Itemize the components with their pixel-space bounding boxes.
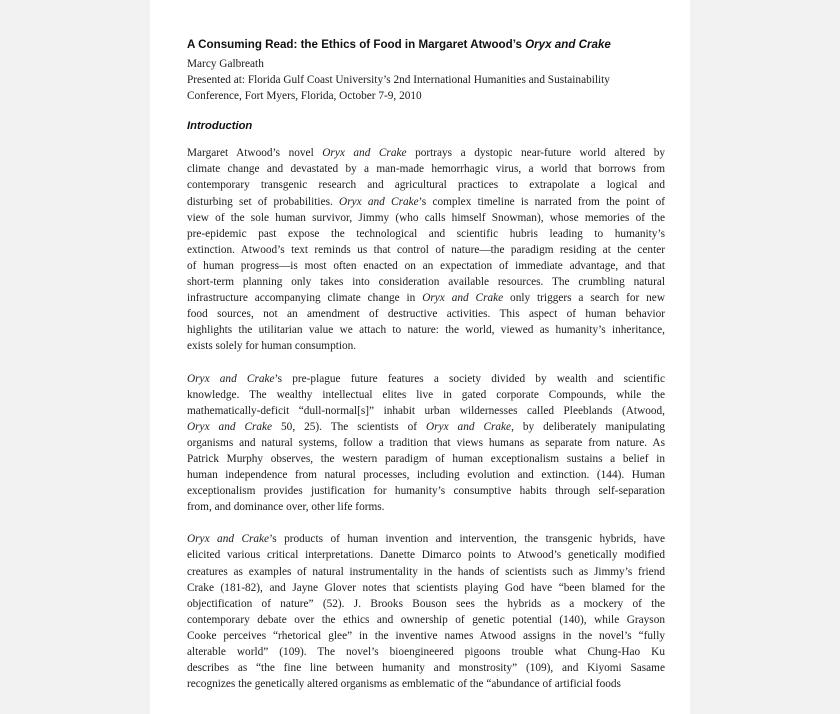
paragraph (187, 531, 665, 692)
presented-at-line-2: Conference, Fort Myers, Florida, October 7-9, 2010 (187, 90, 422, 103)
text-line (187, 338, 665, 354)
text-run: highlights the utilitarian value we attach to nature: the world, viewed as humanity’s inheritance, (187, 324, 665, 337)
text-line (187, 531, 665, 547)
text-run: contemporary transgenic research and agricultural practices to extrapolate a logical and (187, 179, 665, 192)
text-run: exists solely for human consumption. (187, 340, 357, 353)
text-run: 50, 25). The scientists of (272, 420, 427, 433)
text-run: describes as “the fine line between humanity and monstrosity” (109), and Kiyomi Sasame (187, 662, 665, 675)
text-run: food sources, not an amendment of destructive activities. This aspect of human behavior (187, 308, 665, 321)
text-run: recognizes the genetically altered organisms as emblematic of the “abundance of artificial foods (187, 678, 621, 691)
text-run: ’s pre-plague future features a society divided by wealth and scientific (274, 372, 665, 385)
text-line (187, 547, 665, 563)
text-line (187, 387, 665, 403)
text-run: organisms and natural systems, follow a tradition that views humans as separate from nature. As (187, 436, 665, 449)
text-line (187, 226, 665, 242)
text-run: ’s products of human invention and intervention, the transgenic hybrids, have (269, 533, 665, 546)
document-content (187, 37, 665, 708)
text-line (187, 676, 665, 692)
text-line (187, 194, 665, 210)
text-line (187, 258, 665, 274)
text-run: knowledge. The wealthy intellectual elites live in gated corporate Compounds, while the (187, 388, 665, 401)
text-line (187, 371, 665, 387)
text-line (187, 161, 665, 177)
text-run: short-term planning only takes into consideration available resources. The crumbling natural (187, 276, 665, 289)
text-run: contemporary debate over the ethics and ownership of genetic potential (140), while Grayson (187, 613, 665, 626)
text-run: ’s complex timeline is narrated from the point of (418, 195, 665, 208)
text-line (187, 660, 665, 676)
text-run: disturbing set of probabilities. (187, 195, 340, 208)
text-run: alterable world” (109). The novel’s bioengineered pigoons trouble what Chung-Hao Ku (187, 646, 665, 658)
text-run: of human progress—is most often enacted on an expectation of immediate advantage, and that (187, 259, 665, 272)
text-line (187, 322, 665, 338)
text-line (187, 644, 665, 660)
text-line (187, 467, 665, 483)
text-run: exceptionalism provides justification for humanity’s consumptive habits through self-separation (187, 485, 665, 498)
text-line (187, 596, 665, 612)
text-run: mathematically-deficit “dull-normal[s]” inhabit urban wildernesses called Pleeblands (Atwood, (187, 404, 665, 417)
text-run: view of the sole human survivor, Jimmy (who calls himself Snowman), whose memories of the (187, 211, 665, 224)
text-run: Cooke perceives “rhetorical glee” in the inventive names Atwood assigns in the novel’s “fully (187, 629, 665, 642)
text-run: human independence from natural processes, including evolution and extinction. (144). Human (187, 469, 665, 482)
text-line (187, 483, 665, 499)
italic-title-ref: Oryx and Crake (426, 420, 512, 433)
text-line (187, 290, 665, 306)
text-run: Crake (181-82), and Jayne Glover notes that scientists playing God have “been blamed for the (187, 581, 665, 594)
text-line (187, 274, 665, 290)
text-run: from, and dominance over, other life forms. (187, 501, 385, 514)
text-line (187, 210, 665, 226)
presented-at-line-1: Presented at: Florida Gulf Coast University’s 2nd International Humanities and Sustainability (187, 74, 610, 87)
text-run: extinction. Atwood’s text reminds us that control of nature—the paradigm residing at the center (187, 243, 665, 256)
italic-title-ref: Oryx and Crake (187, 533, 270, 546)
paper-title-italic: Oryx and Crake (525, 38, 611, 51)
text-line (187, 451, 665, 467)
text-run: Patrick Murphy observes, the western paradigm of human exceptionalism sustains a belief in (187, 452, 665, 465)
section-heading-introduction: Introduction (187, 120, 253, 133)
body-text (187, 145, 665, 692)
paper-title (187, 37, 665, 53)
text-run: , by deliberately manipulating (511, 420, 666, 433)
text-line (187, 564, 665, 580)
text-line (187, 242, 665, 258)
text-run: elicited various critical interpretations. Danette Dimarco points to Atwood’s genetically modified (187, 549, 665, 562)
text-run: Margaret Atwood’s novel (187, 147, 323, 160)
text-run: only triggers a search for new (503, 292, 665, 305)
paragraph (187, 145, 665, 354)
document-page (150, 0, 690, 714)
text-line (187, 403, 665, 419)
text-line (187, 419, 665, 435)
text-line (187, 306, 665, 322)
text-run: objectification of nature” (52). J. Brooks Bouson sees the hybrids as a mockery of the (187, 597, 665, 610)
text-line (187, 177, 665, 193)
author-name: Marcy Galbreath (187, 58, 264, 70)
text-line (187, 580, 665, 596)
italic-title-ref: Oryx and Crake (187, 372, 275, 385)
text-run: climate change and devastated by a man-made hemorrhagic virus, a world that borrows from (187, 163, 665, 176)
text-run: pre-epidemic past expose the technological and scientific hubris leading to humanity’s (187, 227, 665, 240)
italic-title-ref: Oryx and Crake (339, 195, 419, 208)
paper-title-prefix: A Consuming Read: the Ethics of Food in Margaret Atwood’s (187, 38, 526, 51)
text-run: portrays a dystopic near-future world altered by (406, 147, 666, 160)
text-line (187, 499, 665, 515)
text-run: infrastructure accompanying climate change in (187, 292, 423, 305)
text-line (187, 145, 665, 161)
italic-title-ref: Oryx and Crake (422, 292, 504, 305)
paragraph (187, 371, 665, 516)
text-line (187, 435, 665, 451)
text-line (187, 612, 665, 628)
italic-title-ref: Oryx and Crake (322, 147, 407, 160)
text-line (187, 628, 665, 644)
text-run: creatures as examples of natural instrumentality in the hands of scientists such as Jimmy’s friend (187, 565, 665, 578)
italic-title-ref: Oryx and Crake (187, 420, 273, 433)
